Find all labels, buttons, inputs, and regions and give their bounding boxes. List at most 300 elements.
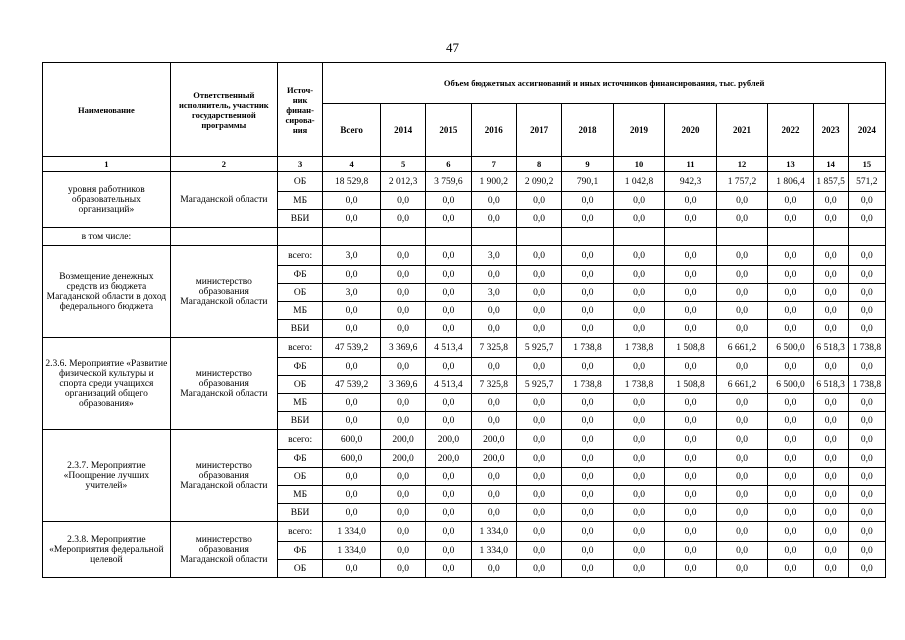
total-value: 600,0	[323, 430, 381, 450]
year-value: 0,0	[813, 320, 848, 338]
year-value: 0,0	[768, 358, 813, 376]
year-value: 0,0	[380, 394, 425, 412]
year-value: 0,0	[813, 486, 848, 504]
year-value: 0,0	[562, 210, 614, 228]
funding-source: ОБ	[277, 468, 322, 486]
year-value: 0,0	[848, 302, 885, 320]
funding-source: ОБ	[277, 560, 322, 578]
empty-cell	[380, 228, 425, 246]
year-value: 0,0	[848, 284, 885, 302]
year-value: 0,0	[848, 468, 885, 486]
column-number: 4	[323, 157, 381, 172]
header-year: 2024	[848, 104, 885, 157]
year-value: 0,0	[716, 560, 768, 578]
year-value: 1 508,8	[665, 376, 717, 394]
year-value: 0,0	[665, 542, 717, 560]
empty-cell	[471, 228, 516, 246]
header-year: 2018	[562, 104, 614, 157]
year-value: 0,0	[471, 486, 516, 504]
year-value: 0,0	[716, 394, 768, 412]
year-value: 0,0	[426, 504, 471, 522]
year-value: 0,0	[426, 284, 471, 302]
year-value: 0,0	[716, 504, 768, 522]
funding-source: всего:	[277, 338, 322, 358]
year-value: 0,0	[613, 210, 665, 228]
year-value: 0,0	[613, 284, 665, 302]
year-value: 6 500,0	[768, 338, 813, 358]
year-value: 0,0	[516, 504, 561, 522]
year-value: 7 325,8	[471, 338, 516, 358]
total-value: 3,0	[323, 284, 381, 302]
total-value: 1 334,0	[323, 522, 381, 542]
subheading-row	[43, 228, 886, 246]
year-value: 0,0	[562, 560, 614, 578]
year-value: 0,0	[516, 560, 561, 578]
year-value: 0,0	[426, 358, 471, 376]
year-value: 0,0	[516, 192, 561, 210]
year-value: 0,0	[426, 394, 471, 412]
year-value: 0,0	[716, 192, 768, 210]
year-value: 0,0	[768, 450, 813, 468]
year-value: 0,0	[426, 320, 471, 338]
empty-cell	[613, 228, 665, 246]
year-value: 0,0	[613, 504, 665, 522]
year-value: 4 513,4	[426, 338, 471, 358]
year-value: 1 738,8	[562, 376, 614, 394]
year-value: 0,0	[716, 284, 768, 302]
total-value: 0,0	[323, 560, 381, 578]
year-value: 0,0	[516, 358, 561, 376]
year-value: 0,0	[516, 468, 561, 486]
funding-source: МБ	[277, 394, 322, 412]
year-value: 0,0	[716, 522, 768, 542]
year-value: 0,0	[613, 412, 665, 430]
year-value: 0,0	[813, 542, 848, 560]
year-value: 200,0	[471, 430, 516, 450]
header-year: 2020	[665, 104, 717, 157]
year-value: 0,0	[426, 542, 471, 560]
column-number: 6	[426, 157, 471, 172]
year-value: 0,0	[716, 542, 768, 560]
column-number: 15	[848, 157, 885, 172]
year-value: 0,0	[665, 522, 717, 542]
year-value: 0,0	[516, 246, 561, 266]
column-number: 11	[665, 157, 717, 172]
year-value: 3 759,6	[426, 172, 471, 192]
row-name: Возмещение денежных средств из бюджета Магаданской области в доход федерального бюджета	[43, 246, 171, 338]
year-value: 0,0	[516, 210, 561, 228]
year-value: 0,0	[380, 542, 425, 560]
year-value: 0,0	[813, 504, 848, 522]
year-value: 0,0	[768, 542, 813, 560]
year-value: 200,0	[471, 450, 516, 468]
year-value: 0,0	[380, 358, 425, 376]
year-value: 0,0	[768, 394, 813, 412]
header-year: 2015	[426, 104, 471, 157]
funding-source: ОБ	[277, 284, 322, 302]
funding-source: МБ	[277, 302, 322, 320]
year-value: 0,0	[848, 394, 885, 412]
year-value: 0,0	[613, 542, 665, 560]
year-value: 5 925,7	[516, 338, 561, 358]
column-number: 7	[471, 157, 516, 172]
year-value: 0,0	[471, 560, 516, 578]
header-year: 2017	[516, 104, 561, 157]
year-value: 0,0	[768, 246, 813, 266]
funding-source: ФБ	[277, 266, 322, 284]
year-value: 0,0	[471, 266, 516, 284]
total-value: 1 334,0	[323, 542, 381, 560]
year-value: 0,0	[716, 412, 768, 430]
year-value: 1 738,8	[613, 376, 665, 394]
year-value: 0,0	[665, 320, 717, 338]
total-value: 0,0	[323, 412, 381, 430]
empty-cell	[516, 228, 561, 246]
year-value: 0,0	[768, 504, 813, 522]
year-value: 1 334,0	[471, 522, 516, 542]
year-value: 1 738,8	[562, 338, 614, 358]
year-value: 0,0	[562, 542, 614, 560]
funding-source: всего:	[277, 522, 322, 542]
column-number: 12	[716, 157, 768, 172]
funding-source: ФБ	[277, 542, 322, 560]
year-value: 0,0	[768, 430, 813, 450]
year-value: 0,0	[516, 320, 561, 338]
year-value: 200,0	[380, 450, 425, 468]
year-value: 0,0	[813, 560, 848, 578]
year-value: 0,0	[426, 210, 471, 228]
year-value: 7 325,8	[471, 376, 516, 394]
year-value: 0,0	[716, 358, 768, 376]
year-value: 2 090,2	[516, 172, 561, 192]
year-value: 3 369,6	[380, 338, 425, 358]
total-value: 0,0	[323, 320, 381, 338]
column-number: 2	[170, 157, 277, 172]
year-value: 0,0	[562, 412, 614, 430]
year-value: 0,0	[380, 266, 425, 284]
year-value: 0,0	[768, 210, 813, 228]
year-value: 0,0	[380, 522, 425, 542]
year-value: 0,0	[665, 394, 717, 412]
year-value: 0,0	[768, 302, 813, 320]
year-value: 0,0	[562, 430, 614, 450]
year-value: 0,0	[848, 320, 885, 338]
year-value: 0,0	[471, 320, 516, 338]
row-executor: министерство образования Магаданской области	[170, 246, 277, 338]
year-value: 0,0	[716, 210, 768, 228]
row-executor: министерство образования Магаданской области	[170, 430, 277, 522]
year-value: 3 369,6	[380, 376, 425, 394]
row-executor: министерство образования Магаданской области	[170, 338, 277, 430]
column-number: 9	[562, 157, 614, 172]
year-value: 1 738,8	[848, 376, 885, 394]
year-value: 3,0	[471, 246, 516, 266]
year-value: 0,0	[716, 302, 768, 320]
funding-source: ФБ	[277, 358, 322, 376]
year-value: 0,0	[516, 522, 561, 542]
empty-cell	[170, 228, 277, 246]
year-value: 0,0	[516, 266, 561, 284]
year-value: 0,0	[562, 468, 614, 486]
table-row	[43, 246, 886, 266]
header-name: Наименование	[43, 63, 171, 157]
year-value: 0,0	[813, 192, 848, 210]
year-value: 0,0	[380, 192, 425, 210]
row-name: 2.3.8. Мероприятие «Мероприятия федеральной целевой	[43, 522, 171, 578]
empty-cell	[768, 228, 813, 246]
year-value: 0,0	[716, 450, 768, 468]
year-value: 6 518,3	[813, 338, 848, 358]
year-value: 0,0	[848, 210, 885, 228]
year-value: 0,0	[426, 412, 471, 430]
header-year: 2019	[613, 104, 665, 157]
year-value: 0,0	[813, 394, 848, 412]
total-value: 47 539,2	[323, 376, 381, 394]
year-value: 0,0	[613, 192, 665, 210]
year-value: 0,0	[426, 266, 471, 284]
year-value: 0,0	[768, 486, 813, 504]
total-value: 3,0	[323, 246, 381, 266]
total-value: 0,0	[323, 486, 381, 504]
funding-source: ВБИ	[277, 412, 322, 430]
empty-cell	[665, 228, 717, 246]
table-row	[43, 338, 886, 358]
year-value: 0,0	[471, 504, 516, 522]
header-year: 2022	[768, 104, 813, 157]
year-value: 6 518,3	[813, 376, 848, 394]
year-value: 0,0	[813, 210, 848, 228]
table-row	[43, 172, 886, 192]
year-value: 571,2	[848, 172, 885, 192]
year-value: 942,3	[665, 172, 717, 192]
year-value: 0,0	[516, 284, 561, 302]
year-value: 0,0	[665, 430, 717, 450]
funding-source: всего:	[277, 430, 322, 450]
header-volume: Объем бюджетных ассигнований и иных источников финансирования, тыс. рублей	[323, 63, 886, 104]
year-value: 0,0	[813, 266, 848, 284]
total-value: 0,0	[323, 358, 381, 376]
year-value: 0,0	[813, 284, 848, 302]
year-value: 1 508,8	[665, 338, 717, 358]
empty-cell	[813, 228, 848, 246]
funding-source: ОБ	[277, 172, 322, 192]
year-value: 1 857,5	[813, 172, 848, 192]
total-value: 600,0	[323, 450, 381, 468]
table-row	[43, 430, 886, 450]
year-value: 3,0	[471, 284, 516, 302]
total-value: 0,0	[323, 302, 381, 320]
year-value: 0,0	[613, 486, 665, 504]
column-number: 1	[43, 157, 171, 172]
year-value: 0,0	[716, 430, 768, 450]
year-value: 5 925,7	[516, 376, 561, 394]
year-value: 0,0	[768, 560, 813, 578]
year-value: 0,0	[848, 560, 885, 578]
total-value: 0,0	[323, 266, 381, 284]
year-value: 0,0	[813, 358, 848, 376]
header-executor: Ответственный исполнитель, участник государственной программы	[170, 63, 277, 157]
year-value: 0,0	[471, 394, 516, 412]
year-value: 0,0	[813, 246, 848, 266]
year-value: 0,0	[426, 560, 471, 578]
budget-table	[42, 62, 886, 578]
year-value: 0,0	[613, 246, 665, 266]
header-year: 2023	[813, 104, 848, 157]
year-value: 0,0	[426, 192, 471, 210]
year-value: 0,0	[665, 412, 717, 430]
year-value: 0,0	[516, 450, 561, 468]
total-value: 47 539,2	[323, 338, 381, 358]
year-value: 1 757,2	[716, 172, 768, 192]
empty-cell	[848, 228, 885, 246]
year-value: 0,0	[562, 284, 614, 302]
year-value: 0,0	[380, 412, 425, 430]
year-value: 0,0	[716, 468, 768, 486]
year-value: 1 042,8	[613, 172, 665, 192]
year-value: 0,0	[665, 302, 717, 320]
year-value: 2 012,3	[380, 172, 425, 192]
year-value: 0,0	[613, 522, 665, 542]
year-value: 6 500,0	[768, 376, 813, 394]
year-value: 0,0	[716, 266, 768, 284]
year-value: 0,0	[665, 468, 717, 486]
column-number: 13	[768, 157, 813, 172]
empty-cell	[323, 228, 381, 246]
year-value: 0,0	[613, 358, 665, 376]
year-value: 0,0	[562, 266, 614, 284]
year-value: 0,0	[613, 302, 665, 320]
year-value: 0,0	[613, 320, 665, 338]
year-value: 0,0	[768, 320, 813, 338]
year-value: 0,0	[813, 430, 848, 450]
year-value: 0,0	[613, 468, 665, 486]
total-value: 0,0	[323, 468, 381, 486]
year-value: 0,0	[562, 302, 614, 320]
year-value: 0,0	[562, 246, 614, 266]
year-value: 0,0	[665, 486, 717, 504]
year-value: 0,0	[813, 302, 848, 320]
total-value: 0,0	[323, 192, 381, 210]
year-value: 0,0	[426, 486, 471, 504]
year-value: 0,0	[471, 468, 516, 486]
year-value: 0,0	[613, 394, 665, 412]
year-value: 0,0	[813, 412, 848, 430]
funding-source: ВБИ	[277, 504, 322, 522]
header-total: Всего	[323, 104, 381, 157]
year-value: 0,0	[768, 522, 813, 542]
year-value: 0,0	[665, 284, 717, 302]
year-value: 0,0	[813, 468, 848, 486]
column-number: 3	[277, 157, 322, 172]
column-number: 8	[516, 157, 561, 172]
column-numbers-row	[43, 157, 886, 172]
year-value: 0,0	[848, 542, 885, 560]
funding-source: ОБ	[277, 376, 322, 394]
table-row	[43, 522, 886, 542]
year-value: 0,0	[848, 522, 885, 542]
header-year: 2014	[380, 104, 425, 157]
year-value: 0,0	[848, 246, 885, 266]
year-value: 0,0	[426, 522, 471, 542]
year-value: 0,0	[380, 504, 425, 522]
total-value: 0,0	[323, 394, 381, 412]
row-name: 2.3.7. Мероприятие «Поощрение лучших учителей»	[43, 430, 171, 522]
year-value: 0,0	[562, 358, 614, 376]
year-value: 0,0	[768, 284, 813, 302]
year-value: 0,0	[516, 542, 561, 560]
year-value: 200,0	[426, 450, 471, 468]
subheading: в том числе:	[43, 228, 171, 246]
year-value: 0,0	[562, 486, 614, 504]
year-value: 0,0	[380, 246, 425, 266]
year-value: 0,0	[665, 266, 717, 284]
year-value: 0,0	[768, 266, 813, 284]
header-source: Источ-ник финан-сирова-ния	[277, 63, 322, 157]
empty-cell	[277, 228, 322, 246]
year-value: 1 738,8	[848, 338, 885, 358]
year-value: 0,0	[716, 246, 768, 266]
empty-cell	[426, 228, 471, 246]
year-value: 6 661,2	[716, 338, 768, 358]
empty-cell	[716, 228, 768, 246]
year-value: 0,0	[613, 560, 665, 578]
year-value: 0,0	[516, 486, 561, 504]
year-value: 0,0	[471, 210, 516, 228]
empty-cell	[562, 228, 614, 246]
year-value: 0,0	[665, 504, 717, 522]
year-value: 0,0	[380, 210, 425, 228]
year-value: 0,0	[768, 468, 813, 486]
funding-source: ВБИ	[277, 320, 322, 338]
funding-source: МБ	[277, 192, 322, 210]
row-name: 2.3.6. Мероприятие «Развитие физической культуры и спорта среди учащихся организаций общего образования»	[43, 338, 171, 430]
year-value: 0,0	[716, 320, 768, 338]
year-value: 0,0	[380, 284, 425, 302]
year-value: 0,0	[848, 450, 885, 468]
column-number: 5	[380, 157, 425, 172]
year-value: 0,0	[380, 302, 425, 320]
year-value: 0,0	[848, 486, 885, 504]
year-value: 0,0	[848, 266, 885, 284]
year-value: 0,0	[426, 246, 471, 266]
year-value: 0,0	[848, 412, 885, 430]
year-value: 0,0	[380, 468, 425, 486]
year-value: 1 806,4	[768, 172, 813, 192]
year-value: 0,0	[471, 302, 516, 320]
year-value: 0,0	[665, 210, 717, 228]
year-value: 0,0	[380, 320, 425, 338]
year-value: 0,0	[516, 430, 561, 450]
year-value: 0,0	[426, 302, 471, 320]
funding-source: ФБ	[277, 450, 322, 468]
year-value: 0,0	[613, 266, 665, 284]
year-value: 200,0	[426, 430, 471, 450]
year-value: 0,0	[768, 192, 813, 210]
year-value: 0,0	[848, 358, 885, 376]
year-value: 0,0	[665, 246, 717, 266]
year-value: 0,0	[516, 394, 561, 412]
year-value: 790,1	[562, 172, 614, 192]
total-value: 18 529,8	[323, 172, 381, 192]
row-executor: Магаданской области	[170, 172, 277, 228]
year-value: 0,0	[562, 504, 614, 522]
year-value: 4 513,4	[426, 376, 471, 394]
year-value: 0,0	[665, 192, 717, 210]
year-value: 0,0	[848, 504, 885, 522]
total-value: 0,0	[323, 210, 381, 228]
year-value: 0,0	[380, 486, 425, 504]
funding-source: ВБИ	[277, 210, 322, 228]
